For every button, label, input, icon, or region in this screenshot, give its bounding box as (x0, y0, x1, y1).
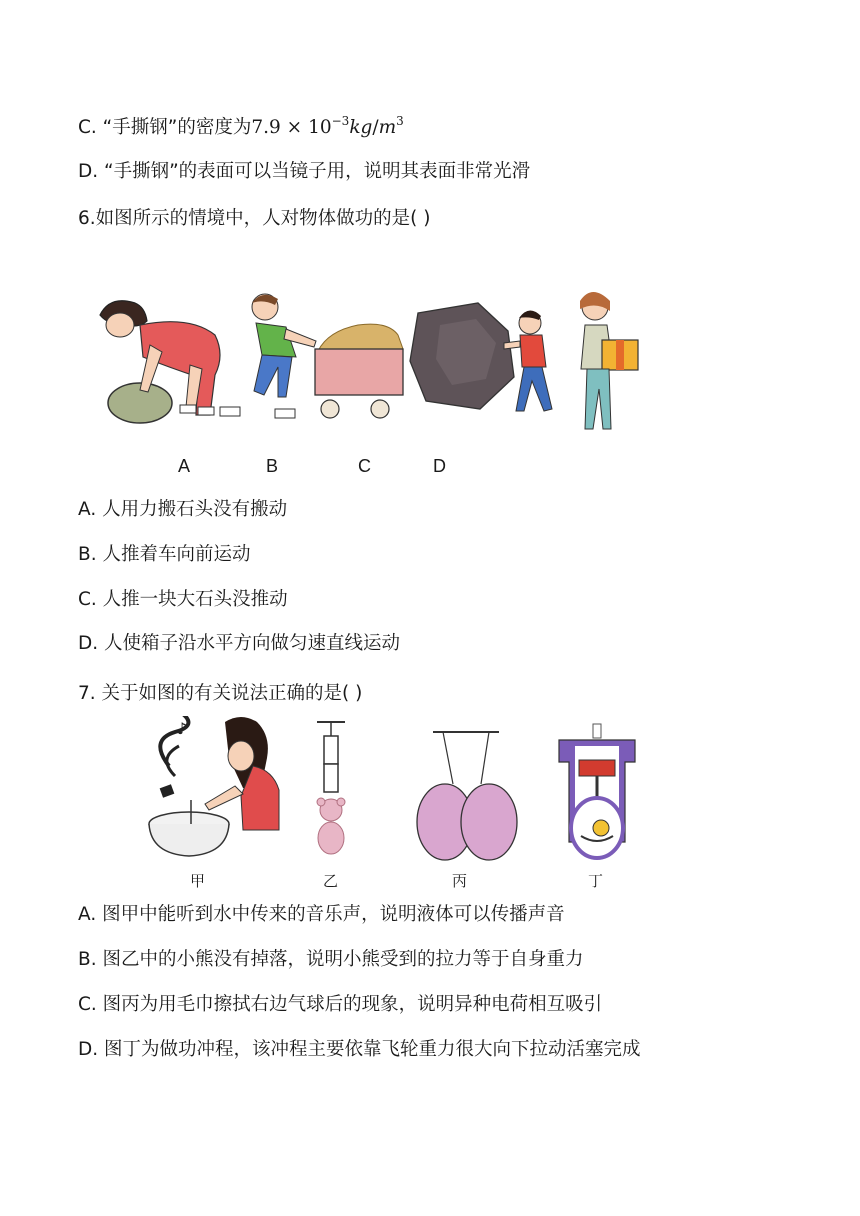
q6-option-d: D. 人使箱子沿水平方向做匀速直线运动 (78, 633, 401, 654)
svg-text:♪: ♪ (177, 719, 188, 738)
q7-option-a: A. 图甲中能听到水中传来的音乐声，说明液体可以传播声音 (78, 904, 565, 925)
q6-option-c: C. 人推一块大石头没推动 (78, 589, 288, 610)
engine-stroke-illustration (559, 724, 635, 858)
q6-figure (80, 285, 650, 440)
music-pot-illustration (149, 716, 279, 856)
q5-option-c (78, 116, 404, 140)
q7-label-yi: 乙 (323, 872, 339, 890)
q5-option-c-text: C. “手撕钢”的密度为 (78, 117, 252, 138)
q6-option-a: A. 人用力搬石头没有搬动 (78, 499, 288, 520)
hanging-bear-illustration (317, 722, 345, 854)
boy-pushing-rock-illustration (410, 303, 552, 411)
q6-label-b: B (266, 456, 279, 476)
q7-option-c: C. 图丙为用毛巾擦拭右边气球后的现象，说明异种电荷相互吸引 (78, 994, 603, 1015)
q5-option-d: D. “手撕钢”的表面可以当镜子用，说明其表面非常光滑 (78, 161, 531, 182)
q6-label-d: D (433, 456, 446, 476)
q7-stem: 7. 关于如图的有关说法正确的是( ) (78, 683, 363, 704)
girl-lifting-stone-illustration (100, 301, 220, 423)
q5-density-formula: $7.9 \times 10^{-3}kg/m^3$ (251, 114, 404, 138)
q6-label-a: A (178, 456, 191, 476)
q6-option-b: B. 人推着车向前运动 (78, 544, 251, 565)
q7-option-b: B. 图乙中的小熊没有掉落，说明小熊受到的拉力等于自身重力 (78, 949, 584, 970)
q7-label-jia: 甲 (190, 872, 206, 890)
q7-figure (145, 716, 645, 866)
boy-pushing-cart-illustration (220, 294, 403, 418)
q7-option-d: D. 图丁为做功冲程，该冲程主要依靠飞轮重力很大向下拉动活塞完成 (78, 1039, 641, 1060)
q7-label-bing: 丙 (452, 872, 468, 890)
q6-label-c: C (358, 456, 371, 476)
q6-stem: 6.如图所示的情境中，人对物体做功的是( ) (78, 208, 431, 229)
girl-carrying-box-illustration (580, 292, 638, 429)
attracting-balloons-illustration (417, 732, 517, 860)
q7-label-ding: 丁 (588, 872, 604, 890)
